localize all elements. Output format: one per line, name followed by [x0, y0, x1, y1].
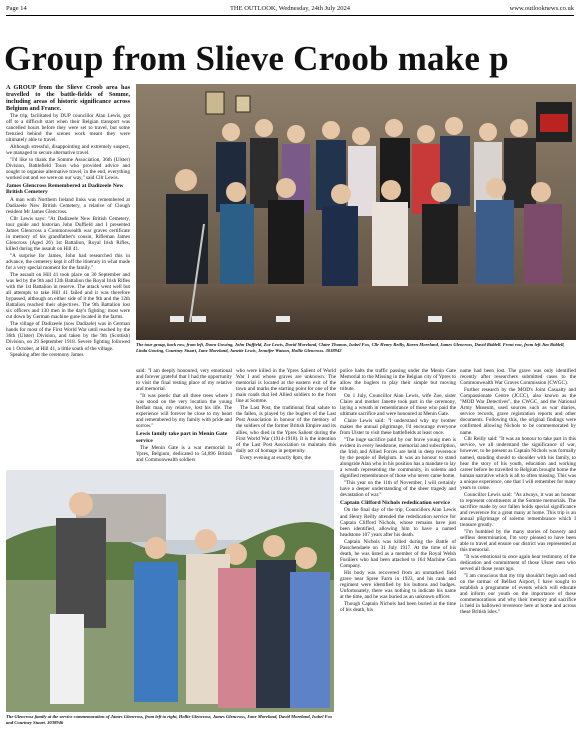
glencross-photo-image [6, 470, 334, 712]
column-4 [340, 368, 456, 734]
paragraph: The Last Post, the traditional final salute to the fallen, is played by the buglers of the Last Post Association in honour of the memory of the soldiers of the former British Empire and its allies, who died in the Ypres Salient during the First World War (1914-1918). It is the intention of the Last Post Association to maintain this daily act of homage in perpetuity. [236, 405, 336, 454]
paragraph: "This year on the 11th of November, I will certainly have a deeper understanding of the sheer tragedy and devastation of war." [340, 480, 456, 499]
paragraph: Although stressful, disappointing and extremely suspect, we managed to secure alternative travel. [6, 144, 130, 157]
paragraph: On the final day of the trip, Councillors Alan Lewis and Henry Reilly attended the rededication service for Captain Clifford Nichols, whose remains have just been identified, allowing him to have a named headstone 107 years after his death. [340, 507, 456, 538]
paragraph: said: "I am deeply honoured, very emotional and forever grateful that I had the opportunity to visit the final resting place of my relative and memorial. [136, 368, 232, 393]
paragraph: "I am conscious that my trip shouldn't begin and end on the tarmac of Belfast Airport, I have sought to establish a programme of events which will educate and inform our youth on the importance of these commemorations and why their memory and sacrifice is held in hallowed reverence here at home and across these British isles." [460, 572, 576, 616]
paragraph: Cllr Lewis says: "At Dadizeele New British Cemetery, tour guide and historian John Duffield and I presented James Glencross a Commonwealth war graves certificate in memory of his grandfather's cousin, Rifleman James Glencross (Aged 26) 1st Battalion, Royal Irish Rifles, killed during the assault on Hill 41. [6, 215, 130, 253]
page-number: Page 14 [6, 5, 27, 12]
paragraph: His body was recovered from an unmarked field grave near Spree Farm in 1923, and his rank and regiment were identified by his buttons and badges. Unfortunately, there was nothing to indicate his name at the time, and he was buried as an unknown officer. [340, 569, 456, 600]
paragraph: The Menin Gate is a war memorial in Ypres, Belgium, dedicated to 54,896 British and Commonwealth soldiers [136, 445, 232, 464]
page-header [6, 4, 574, 14]
paragraph: who were killed in the Ypres Salient of World War I and whose graves are unknown. The memorial is located at the eastern exit of the town and marks the starting point for one of the main roads that led Allied soldiers to the front line at Somme. [236, 368, 336, 405]
header-rule [6, 15, 574, 16]
paragraph: Further research by the MOD's Joint Casualty and Compassionate Centre (JCCC), also known as the "MOD War Detectives", the CWGC, and the National Army Museum, used sources such as war diaries, service records, grave registration reports and other documents. Following this, the original findings were confirmed allowing Nichols to be commemorated by name. [460, 386, 576, 436]
headline: Group from Slieve Croob make p [4, 39, 509, 78]
subhead: James Glencross Remembered at Dadizeele New British Cemetery [6, 182, 124, 196]
paragraph: name had been lost. The grave was only identified recently after researchers submitted cases to the Commonwealth War Graves Commission (CWGC). [460, 368, 576, 387]
paragraph: "A surprise for James, John had researched this in advance, the cemetery kept it off the itinerary in what made for a very special moment for the family." [6, 252, 130, 272]
column-5 [460, 368, 576, 734]
paragraph: Speaking after the ceremony James [10, 352, 84, 359]
paragraph: "The huge sacrifice paid by our brave young men is evident in every headstone, memorial and subscription, the Irish and Allied Forces are held in deep reverence by the people of Belgium. It was an honour to stand alongside Alan who in his position has a mandate to lay a wreath representing the community, in solemn and dignified remembrance of those who never came home. [340, 436, 456, 480]
paragraph: "It was emotional to once again hear testimony of the dedication and commitment of those Ulster men who served all those years ago. [460, 553, 576, 572]
masthead: THE OUTLOOK, Wednesday, 24th July 2024 [229, 5, 351, 12]
paragraph: Claire Lewis said: "I understand why my brother makes the annual pilgrimage, I'd encourage everyone from Ulster to visit these battlefields at least once. [340, 417, 456, 437]
paragraph: Cllr Reilly said: "It was an honour to take part in this service, we all understand the significance of war, however, to be present as Captain Nichols was formally named, standing should to shoulder with his family, to hear the story of his youth, education and working career before he travelled to Belgium brought home the human narrative which is all to often missing. This was a unique experience, one that I will remember for many years to come. [460, 436, 576, 491]
paragraph: The assault on Hill 41 took place on 30 September and was led by the 9th and 12th Battalion the Royal Irish Rifles with the 1st Battalion in reserve. The attack went well but all attempts to take Hill 41 failed and it was therefore bypassed, although on either side of it the 9th and the 12th Battalion reached their objectives. The 9th Battalion lost six officers and 130 men in the day's fighting: most were cut down by German machine gune located in the farms. [6, 271, 130, 321]
group-photo-caption: The tour group, back row, from left, Dawn Gowing, John Duffield, Zoe Lewis, David Moreland, Claire Thomas, Isobel Fox, Cllr Henry Reilly, Karen Moreland, James Glencross, David Riddell. Front row, from left Jim Riddell, Linda Gowing, Courtney Stuart, June Moreland, Janette Lewis, Jennifer Watson, Hollie Glencross. 3038942 [136, 342, 565, 353]
lede: A GROUP from the Slieve Croob area has travelled to the battle-fields of Somme, including areas of historic significance across Belgium and France. [6, 84, 130, 113]
paragraph: The trip, facilitated by DUP councillor Alan Lewis, got off to a difficult start when their Belgian transport was cancelled hours before they were set to travel, but some frenzied behind the scenes work meant they were ultimately able to travel. [6, 112, 130, 144]
paragraph: On 1 July, Councillor Alan Lewis, wife Zoe, sister Claire and mother Janette took part in the ceremony, laying a wreath in remembrance of those who paid the ultimate sacrifice and were honoured at Menin Gate. [340, 392, 456, 418]
group-photo [136, 84, 576, 340]
paragraph: "It was poetic that all three trees where I was stood on the very location the young Belfast man, my relative, lost his life. The experience will forever be close to my heart and remembered by my family with pride and sorrow." [136, 392, 232, 430]
paragraph: Every evening at exactly 8pm, the [240, 454, 311, 461]
site-url: www.outlooknews.co.uk [509, 5, 574, 12]
paragraph: Captain Nichols was killed during the Battle of Passchendaele on 31 July 1917. At the time of his death, he was listed as a member of the Royal Welsh Fusiliers who had been attached to 164 Machine Gun Company. [340, 538, 456, 569]
subhead: Captain Clifford Nichols rededication service [340, 499, 450, 506]
paragraph: "I'd like to thank the Somme Association, 36th (Ulster) Division, Battlefield Tours who provided advice and sought to organise alternative travel, in the end, everything worked out and we were on our way," said Cllr Lewis. [6, 156, 130, 182]
group-photo-image [136, 84, 576, 340]
subhead: Lewis family take part in Menin Gate service [136, 431, 228, 444]
paragraph: The village of Dadizeele (now Dadizele) was in German hands for most of the First World War until reached by the 36th (Ulster) Division, and taken by the 9th (Scottish) Division, on 29 September 1918. Severe fighting followed on 1 October, at Hill 41, a little south of the village. [6, 321, 130, 352]
column-2 [136, 368, 232, 466]
glencross-photo-caption: The Glencross family at the service commemoration of James Glencross, from left to right, Hollie Glencross, James Glencross, June Moreland, David Moreland, Isobel Fox and Courtney Stuart. 3038946 [6, 714, 333, 725]
paragraph: police halts the traffic passing under the Menin Gate Memorial to the Missing in the Belgian city of Ypres to allow the buglers to play their simple but moving tribute. [340, 368, 456, 393]
paragraph: Though Captain Nichols had been buried at the time of his death, his [340, 600, 456, 613]
paragraph: "I'm humbled by the many stories of bravery and selfless determination, I'm very pleased to have been able to travel and ensure our district was represented at this memorial. [460, 528, 576, 554]
paragraph: A man with Northern Ireland links was remembered at Dadizeele New British Cemetery, a relative of Clough resident Mr James Glencross. [6, 196, 130, 216]
paragraph: Councillor Lewis said: "As always, it was an honour to represent constituents at the Somme memorials. The sacrifice made by our fallen holds special significance and reverence for a great many at home. This trip is an annual pilgrimage of solemn remembrance which I treasure greatly. [460, 491, 576, 529]
glencross-photo [6, 470, 334, 712]
column-3 [236, 368, 336, 466]
